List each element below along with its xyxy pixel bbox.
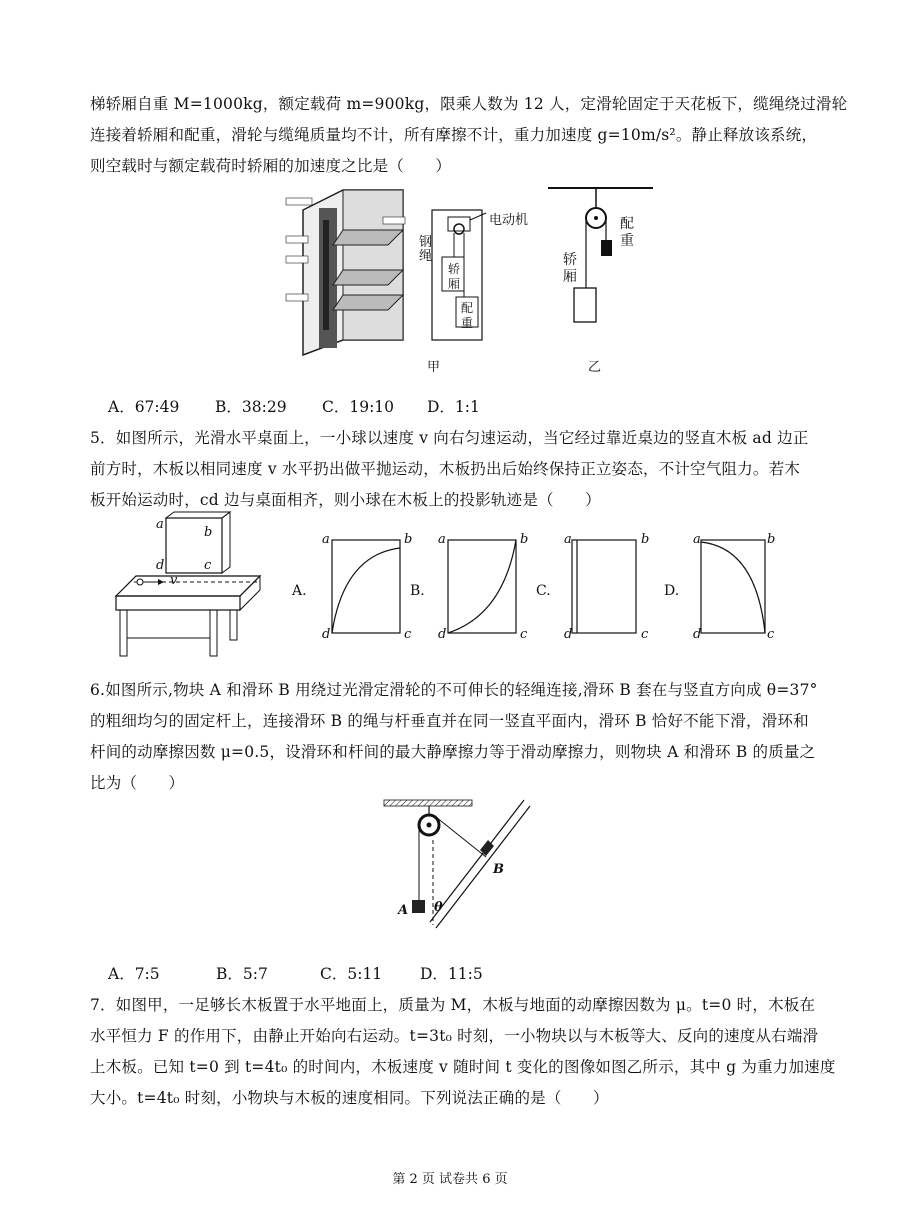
board-corner-d: d bbox=[156, 558, 165, 573]
figure-yi-caption: 乙 bbox=[588, 360, 602, 375]
q6-options bbox=[108, 962, 483, 984]
q6-option-b[interactable]: B．5:7 bbox=[216, 965, 268, 983]
choice-c-trajectory[interactable] bbox=[572, 540, 642, 635]
q4-option-d[interactable]: D．1:1 bbox=[427, 398, 480, 416]
choice-d-corner-b: b bbox=[767, 532, 776, 547]
choice-a-corner-b: b bbox=[404, 532, 413, 547]
q6-line-3: 杆间的动摩擦因数 μ=0.5，设滑环和杆间的最大静摩擦力等于滑动摩擦力，则物块 A 和滑环 B 的质量之 bbox=[90, 743, 816, 761]
q6-line-1: 6.如图所示,物块 A 和滑环 B 用绕过光滑定滑轮的不可伸长的轻绳连接,滑环 B 套在与竖直方向成 θ=37° bbox=[90, 681, 818, 699]
choice-c-corner-d: d bbox=[564, 627, 573, 642]
q6-line-4: 比为（ ） bbox=[90, 774, 185, 792]
theta-label: θ bbox=[434, 900, 443, 915]
block-a-label: A bbox=[398, 903, 409, 918]
q4-options bbox=[108, 395, 480, 417]
board-corner-c: c bbox=[204, 558, 212, 573]
choice-c-corner-c: c bbox=[641, 627, 649, 642]
yi-car-label: 轿厢 bbox=[563, 252, 577, 285]
choice-d-corner-a: a bbox=[693, 532, 701, 547]
choice-d-corner-c: c bbox=[767, 627, 775, 642]
q4-line-1: 梯轿厢自重 M=1000kg，额定载荷 m=900kg，限乘人数为 12 人，定滑轮固定于天花板下，缆绳绕过滑轮 bbox=[90, 95, 848, 113]
choice-a-corner-c: c bbox=[404, 627, 412, 642]
choice-a-corner-d: d bbox=[322, 627, 331, 642]
q6-option-a[interactable]: A．7:5 bbox=[108, 965, 160, 983]
q7-line-4: 大小。t=4t₀ 时刻，小物块与木板的速度相同。下列说法正确的是（ ） bbox=[90, 1089, 609, 1107]
q4-line-3: 则空载时与额定载荷时轿厢的加速度之比是（ ） bbox=[90, 157, 452, 175]
board-corner-b: b bbox=[204, 525, 213, 540]
car-label: 轿厢 bbox=[448, 262, 461, 291]
figure-jia-caption: 甲 bbox=[427, 360, 441, 375]
choice-d-trajectory[interactable] bbox=[701, 540, 771, 635]
q7-line-3: 上木板。已知 t=0 到 t=4t₀ 的时间内，木板速度 v 随时间 t 变化的图像如图乙所示，其中 g 为重力加速度 bbox=[90, 1058, 836, 1076]
choice-a-trajectory[interactable] bbox=[332, 540, 402, 635]
q6-option-c[interactable]: C．5:11 bbox=[320, 965, 383, 983]
elevator-shaft-illustration bbox=[283, 190, 413, 355]
choice-b-corner-a: a bbox=[438, 532, 446, 547]
q5-line-1: 5．如图所示，光滑水平桌面上，一小球以速度 v 向右匀速运动，当它经过靠近桌边的竖直木板 ad 边正 bbox=[90, 429, 809, 447]
choice-b-trajectory[interactable] bbox=[448, 540, 518, 635]
counterweight-label: 配重 bbox=[461, 301, 474, 330]
choice-c-corner-b: b bbox=[641, 532, 650, 547]
choice-b-label[interactable]: B. bbox=[410, 583, 425, 599]
q4-line-2: 连接着轿厢和配重，滑轮与缆绳质量均不计，所有摩擦不计，重力加速度 g=10m/s²。静止释放该系统， bbox=[90, 126, 818, 144]
board-corner-a: a bbox=[156, 517, 164, 532]
q6-line-2: 的粗细均匀的固定杆上，连接滑环 B 的绳与杆垂直并在同一竖直平面内，滑环 B 恰好不能下滑，滑环和 bbox=[90, 712, 809, 730]
choice-d-corner-d: d bbox=[693, 627, 702, 642]
q4-option-a[interactable]: A．67:49 bbox=[108, 398, 180, 416]
choice-a-label[interactable]: A. bbox=[292, 583, 307, 599]
velocity-label: v bbox=[170, 573, 178, 588]
choice-d-label[interactable]: D. bbox=[664, 583, 680, 599]
q4-option-c[interactable]: C．19:10 bbox=[322, 398, 395, 416]
choice-b-corner-b: b bbox=[520, 532, 529, 547]
q5-line-3: 板开始运动时，cd 边与桌面相齐，则小球在木板上的投影轨迹是（ ） bbox=[90, 491, 601, 509]
choice-b-corner-d: d bbox=[438, 627, 447, 642]
q6-option-d[interactable]: D．11:5 bbox=[420, 965, 483, 983]
ring-b-label: B bbox=[493, 862, 504, 877]
rope-label: 钢绳 bbox=[419, 235, 433, 264]
q7-line-2: 水平恒力 F 的作用下，由静止开始向右运动。t=3t₀ 时刻，一小物块以与木板等大、反向的速度从右端滑 bbox=[90, 1027, 819, 1045]
choice-b-corner-c: c bbox=[520, 627, 528, 642]
q4-option-b[interactable]: B．38:29 bbox=[215, 398, 287, 416]
choice-a-corner-a: a bbox=[322, 532, 330, 547]
table-board-diagram bbox=[110, 518, 280, 658]
q5-line-2: 前方时，木板以相同速度 v 水平扔出做平抛运动，木板扔出后始终保持正立姿态，不计空气阻力。若木 bbox=[90, 460, 801, 478]
motor-label: 电动机 bbox=[489, 213, 529, 228]
yi-counterweight-label: 配重 bbox=[620, 216, 634, 249]
choice-c-corner-a: a bbox=[564, 532, 572, 547]
choice-c-label[interactable]: C. bbox=[536, 583, 551, 599]
q7-line-1: 7．如图甲，一足够长木板置于水平地面上，质量为 M，木板与地面的动摩擦因数为 μ。t=0 时，木板在 bbox=[90, 996, 816, 1014]
page-footer: 第 2 页 试卷共 6 页 bbox=[392, 1172, 508, 1187]
